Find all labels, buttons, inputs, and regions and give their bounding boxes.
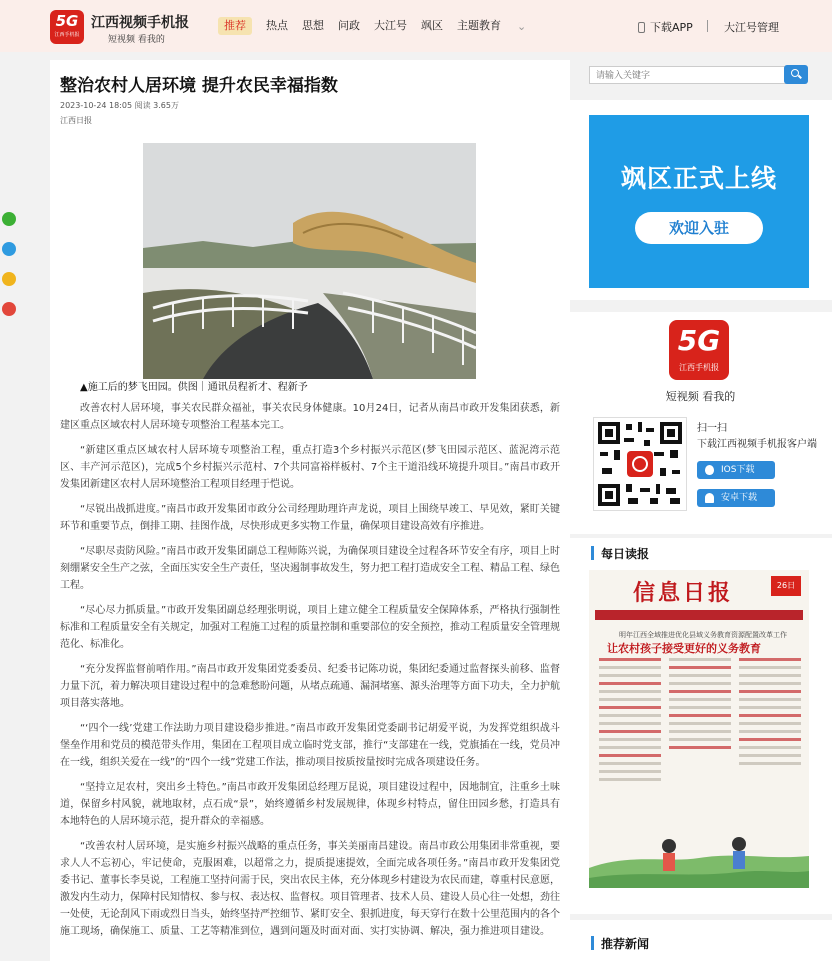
- newspaper-thumbnail[interactable]: [589, 570, 809, 888]
- wechat-icon[interactable]: [2, 212, 16, 226]
- nav-item-dajiang[interactable]: 大江号: [374, 19, 407, 32]
- apple-icon: [705, 465, 714, 475]
- article-paragraph: “尽职尽责防风险。”南昌市政开发集团副总工程师陈兴说，为确保项目建设全过程各环节安全有序，项目上时刻绷紧安全生产之弦，全面压实安全生产责任，坚决遏制事故发生，努力把工程打造成安全工程、精品工程、绿色工程。: [60, 546, 560, 591]
- article-body: [60, 400, 560, 948]
- dajiang-manage-link[interactable]: 大江号管理: [724, 21, 779, 34]
- article-paragraph: “坚持立足农村，突出乡土特色。”南昌市政开发集团总经理万昆说，项目建设过程中，因地制宜，注重乡土味道，保留乡村风貌，就地取材，点石成“景”，始终遵循乡村发展规律，体现乡村特点，留住田园乡愁，打造具有本地特色的人居环境示范，提升群众的幸福感。: [60, 782, 560, 827]
- daily-read-title: 每日读报: [601, 547, 650, 561]
- brand-slogan: 短视频 看我的: [108, 35, 165, 45]
- app-logo-5g-text: 5G: [677, 324, 721, 357]
- app-logo-sub-text: 江西手机报: [679, 363, 719, 372]
- article-meta: 2023-10-24 18:05 阅读 3.65万: [60, 101, 179, 110]
- daily-read-card: [569, 538, 832, 914]
- header-divider: [707, 20, 708, 32]
- search-button[interactable]: [784, 65, 808, 84]
- star-icon[interactable]: [2, 272, 16, 286]
- ios-download-label: IOS下载: [721, 465, 755, 475]
- android-icon: [705, 493, 714, 503]
- qr-code: [593, 417, 687, 511]
- article-container: [50, 60, 570, 961]
- nav-item-thought[interactable]: 思想: [302, 19, 324, 32]
- article-paragraph: “‘四个一线’党建工作法助力项目建设稳步推进。”南昌市政开发集团党委副书记胡爱平说，为发挥党组织战斗堡垒作用和党员的模范带头作用，集团在工程项目成立临时党支部，推行“支部建在一线，党旗插在一线，党员冲在一线，组织关爱在一线”的“四个一线”党建工作法，推动项目按质按量按时完成各项建设任务。: [60, 723, 560, 768]
- article-paragraph: “新建区重点区域农村人居环境专项整治工程，重点打造3个乡村振兴示范区(梦飞田园示范区、蓝泥湾示范区、丰产河示范区)，完成5个乡村振兴示范村、7个共同富裕样板村、7个主干道沿线环境提升项目。”南昌市政开发集团新建区农村人居环境整治工程项目经理于恺说。: [60, 445, 560, 490]
- article-paragraph: “改善农村人居环境，是实施乡村振兴战略的重点任务，事关美丽南昌建设。南昌市政公用集团非常重视，要求人人不忘初心，牢记使命，克服困难，以超常之力，提质提速提效，全面完成各项任务。”南昌市政开发集团党委书记、董事长李昊说，工程施工坚持问需于民，突出农民主体，充分体现乡村建设为农民而建，尊重村民意愿，激发内生动力，保障村民知情权、参与权、表达权、监督权。项目管理者、技术人员、建设人员心往一处想，劲往一处使，无论刮风下雨或烈日当头，始终坚持严控细节、紧盯安全、狠抓进度，每天穿行在数十公里范围内的各个施工现场，确保施工、质量、工艺等精准到位，遇到问题及时面对面、实打实协调、解决，强力推进项目建设。: [60, 841, 560, 937]
- article-photo: [143, 143, 476, 379]
- phone-icon: [638, 22, 645, 33]
- nav-item-theme-education[interactable]: 主题教育: [457, 19, 501, 32]
- newspaper-date: 26日: [771, 576, 801, 596]
- photo-caption: ▲施工后的梦飞田园。供图｜通讯员程祈才、程新予: [80, 382, 308, 393]
- search-input[interactable]: [589, 66, 787, 84]
- recommend-news-card: [569, 920, 832, 961]
- daily-read-header: [569, 538, 832, 568]
- nav-item-wenzheng[interactable]: 问政: [338, 19, 360, 32]
- app-download-card: [569, 312, 832, 534]
- brand-name[interactable]: 江西视频手机报: [91, 15, 189, 31]
- nav-item-saqu[interactable]: 飒区: [421, 19, 443, 32]
- recommend-news-title: 推荐新闻: [601, 937, 650, 951]
- article-paragraph: “充分发挥监督前哨作用。”南昌市政开发集团党委委员、纪委书记陈功说，集团纪委通过监督探头前移、监督力量下沉，着力解决项目建设过程中的急难愁盼问题，从堵点疏通、漏洞堵塞、源头治理等方面下功夫，全力护航项目落实落地。: [60, 664, 560, 709]
- saqu-banner[interactable]: [589, 115, 809, 288]
- article-paragraph: “尽心尽力抓质量。”市政开发集团副总经理张明说，项目上建立健全工程质量安全保障体系，严格执行强制性标准和工程质量安全有关规定，加强对工程施工过程的质量控制和重要部位的安全预控，推动工程质量安全管理规范化、标准化。: [60, 605, 560, 650]
- newspaper-masthead: 信息日报: [633, 580, 734, 606]
- newspaper-illustration: [589, 808, 809, 888]
- main-nav: [218, 17, 526, 35]
- chevron-down-icon[interactable]: ⌄: [517, 19, 527, 33]
- qq-icon[interactable]: [2, 242, 16, 256]
- article-title: 整治农村人居环境 提升农民幸福指数: [60, 76, 338, 96]
- weibo-icon[interactable]: [2, 302, 16, 316]
- banner-join-button[interactable]: 欢迎入驻: [635, 212, 763, 244]
- newspaper-headline: 让农村孩子接受更好的义务教育: [607, 642, 761, 655]
- top-header: [0, 0, 832, 52]
- article-paragraph: “尽锐出战抓进度。”南昌市政开发集团市政分公司经理助理许声龙说，项目上围绕早竣工、早见效，紧盯关键环节和重要节点，倒排工期、挂图作战，尽快形成更多实物工作量，确保项目建设高效有序推进。: [60, 504, 560, 532]
- nav-item-hot[interactable]: 热点: [266, 19, 288, 32]
- download-client-label: 下载江西视频手机报客户端: [697, 439, 817, 450]
- article-source[interactable]: 江西日报: [60, 116, 92, 125]
- site-logo[interactable]: [50, 10, 84, 44]
- ios-download-button[interactable]: [697, 461, 775, 479]
- banner-title: 飒区正式上线: [620, 164, 777, 193]
- android-download-button[interactable]: [697, 489, 775, 507]
- android-download-label: 安卓下载: [721, 493, 758, 503]
- newspaper-subhead: 明年江西全域推进优化县域义务教育资源配置改革工作: [619, 631, 787, 639]
- download-app-label: 下载APP: [650, 21, 693, 34]
- logo-5g-text: 5G: [55, 12, 79, 30]
- nav-item-recommend[interactable]: 推荐: [218, 17, 252, 35]
- app-logo: [669, 320, 729, 380]
- logo-sub-text: 江西手机报: [54, 32, 80, 38]
- app-slogan: 短视频 看我的: [665, 390, 736, 403]
- scan-label: 扫一扫: [697, 423, 727, 434]
- article-paragraph: 改善农村人居环境，事关农民群众福祉，事关农民身体健康。10月24日，记者从南昌市政开发集团获悉，新建区重点区域农村人居环境专项整治工程基本完工。: [60, 403, 560, 431]
- recommend-news-header: [569, 928, 832, 958]
- download-app-link[interactable]: [638, 19, 693, 35]
